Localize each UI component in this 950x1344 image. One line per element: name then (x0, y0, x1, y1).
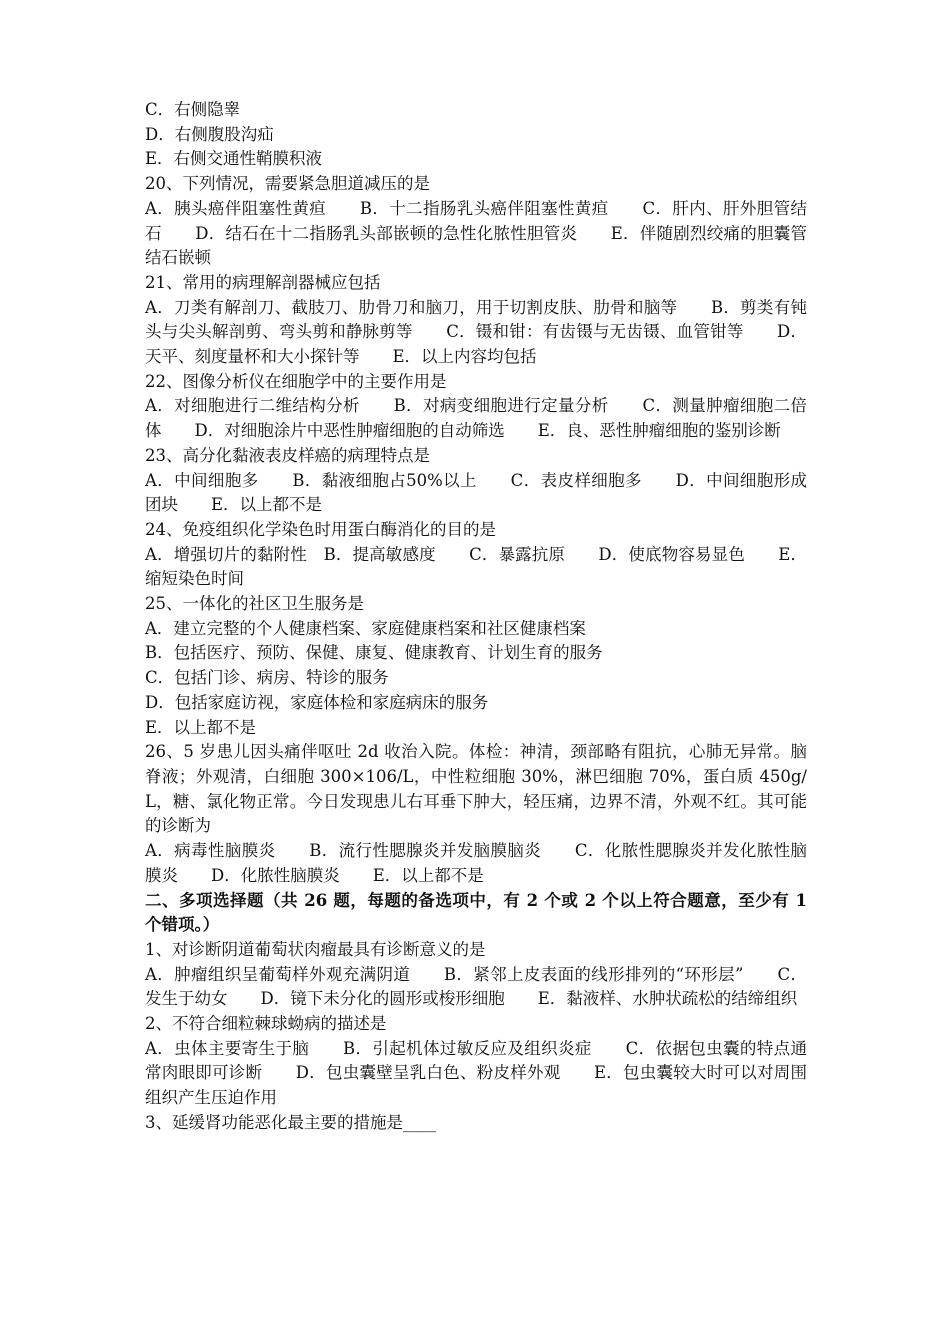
question-20: 20、下列情况，需要紧急胆道减压的是 (145, 174, 430, 194)
question-22: 22、图像分析仪在细胞学中的主要作用是 (145, 371, 447, 391)
option-line: E．右侧交通性鞘膜积液 (145, 149, 323, 169)
options-21: A．刀类有解剖刀、截肢刀、肋骨刀和脑刀，用于切割皮肤、肋骨和脑等 B．剪类有钝头与尖头解剖剪、弯头剪和静脉剪等 C．镊和钳：有齿镊与无齿镊、血管钳等 D．天平、刻度量杯和大小探针等 E．以上内容均包括 (145, 297, 807, 367)
question-21: 21、常用的病理解剖器械应包括 (145, 272, 381, 292)
question-26: 26、5 岁患儿因头痛伴呕吐 2d 收治入院。体检：神清，颈部略有阻抗，心肺无异常。脑脊液；外观清，白细胞 300×106/L，中性粒细胞 30%，淋巴细胞 70%，蛋白质 450g/L，糖、氯化物正常。今日发现患儿右耳垂下肿大，轻压痛，边界不清，外观不红。其可能的诊断为 (145, 742, 807, 836)
mc-question-3: 3、延缓肾功能恶化最主要的措施是____ (145, 1112, 436, 1132)
options-22: A．对细胞进行二维结构分析 B．对病变细胞进行定量分析 C．测量肿瘤细胞二倍体 D．对细胞涂片中恶性肿瘤细胞的自动筛选 E．良、恶性肿瘤细胞的鉴别诊断 (145, 396, 807, 441)
question-24: 24、免疫组织化学染色时用蛋白酶消化的目的是 (145, 519, 496, 539)
option-line: C．右侧隐睾 (145, 100, 241, 119)
mc-options-1: A．肿瘤组织呈葡萄样外观充满阴道 B．紧邻上皮表面的线形排列的“环形层” C．发生于幼女 D．镜下未分化的圆形或梭形细胞 E．黏液样、水肿状疏松的结缔组织 (145, 964, 807, 1009)
mc-question-1: 1、对诊断阴道葡萄状肉瘤最具有诊断意义的是 (145, 939, 486, 959)
mc-options-2: A．虫体主要寄生于脑 B．引起机体过敏反应及组织炎症 C．依据包虫囊的特点通常肉眼即可诊断 D．包虫囊壁呈乳白色、粉皮样外观 E．包虫囊较大时可以对周围组织产生压迫作用 (145, 1038, 807, 1108)
option-line: D．包括家庭访视，家庭体检和家庭病床的服务 (145, 692, 489, 712)
mc-question-2: 2、不符合细粒棘球蚴病的描述是 (145, 1014, 387, 1034)
options-23: A．中间细胞多 B．黏液细胞占50%以上 C．表皮样细胞多 D．中间细胞形成团块 E．以上都不是 (145, 470, 807, 515)
option-line: B．包括医疗、预防、保健、康复、健康教育、计划生育的服务 (145, 643, 603, 663)
option-line: E．以上都不是 (145, 717, 257, 737)
option-line: C．包括门诊、病房、特诊的服务 (145, 668, 389, 688)
question-25: 25、一体化的社区卫生服务是 (145, 594, 364, 614)
options-24: A．增强切片的黏附性 B．提高敏感度 C．暴露抗原 D．使底物容易显色 E．缩短染色时间 (145, 544, 807, 589)
option-line: D．右侧腹股沟疝 (145, 124, 274, 144)
option-line: A．建立完整的个人健康档案、家庭健康档案和社区健康档案 (145, 618, 586, 638)
options-20: A．胰头癌伴阻塞性黄疸 B．十二指肠乳头癌伴阻塞性黄疸 C．肝内、肝外胆管结石 D．结石在十二指肠乳头部嵌顿的急性化脓性胆管炎 E．伴随剧烈绞痛的胆囊管结石嵌顿 (145, 198, 807, 268)
options-26: A．病毒性脑膜炎 B．流行性腮腺炎并发脑膜脑炎 C．化脓性腮腺炎并发化脓性脑膜炎 D．化脓性脑膜炎 E．以上都不是 (145, 841, 807, 885)
question-23: 23、高分化黏液表皮样癌的病理特点是 (145, 445, 430, 465)
document-body (145, 98, 807, 1136)
section-heading: 二、多项选择题（共 26 题，每题的备选项中，有 2 个或 2 个以上符合题意，至少有 1 个错项。） (145, 890, 807, 935)
